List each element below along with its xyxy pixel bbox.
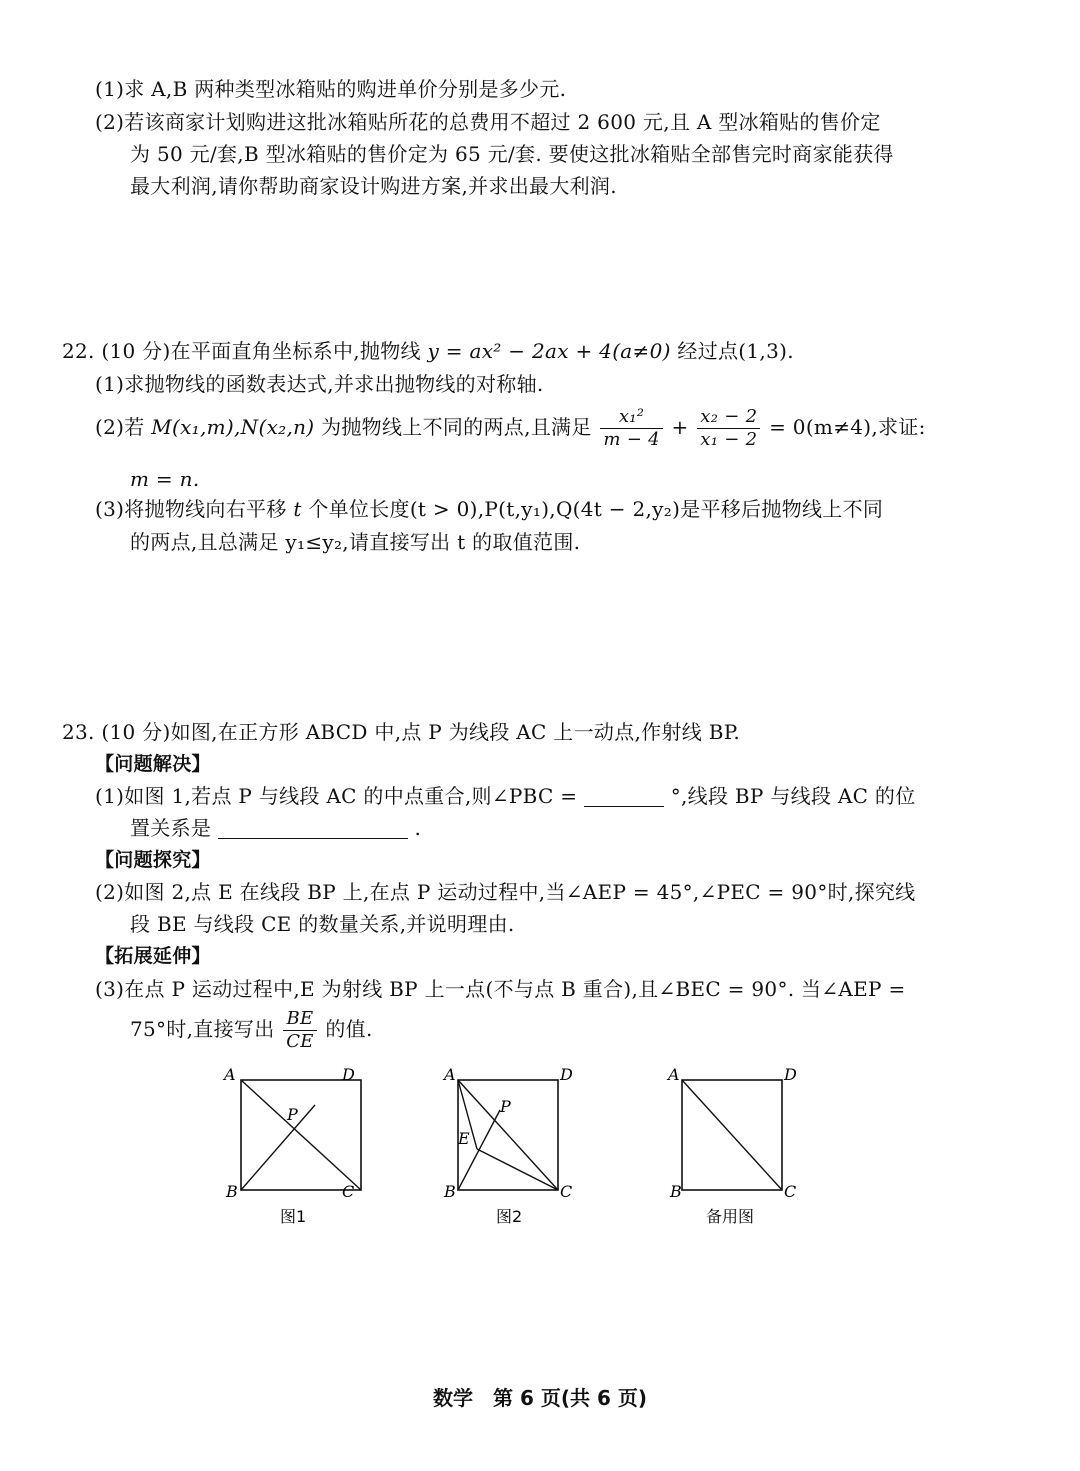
fig1-label-b: B [226, 1182, 238, 1201]
figure-1-svg [220, 1060, 380, 1235]
q23-part1-text-b: °,线段 BP 与线段 AC 的位 [670, 784, 916, 808]
q22-part2-line2: m = n. [130, 467, 200, 491]
q22-part3-line1 [95, 495, 883, 523]
q23-part1-text-a: (1)如图 1,若点 P 与线段 AC 的中点重合,则∠PBC = [95, 784, 578, 808]
figure-spare [662, 1060, 822, 1235]
fig1-label-a: A [224, 1065, 236, 1084]
fig1-ray-bp [241, 1105, 315, 1190]
q22-fraction-2-numerator: x₂ − 2 [697, 406, 760, 429]
fig3-label-d: D [784, 1065, 797, 1084]
q21-part2-line3: 最大利润,请你帮助商家设计购进方案,并求出最大利润. [130, 174, 617, 198]
q22-part2-points: M(x₁,m),N(x₂,n) [151, 415, 315, 439]
q22-fraction-1 [600, 406, 663, 451]
figure-2 [438, 1060, 598, 1235]
q23-heading-exploration: 【问题探究】 [95, 849, 211, 871]
q21-part2-line1: (2)若该商家计划购进这批冰箱贴所花的总费用不超过 2 600 元,且 A 型冰箱贴的售价定 [95, 110, 881, 134]
q22-fraction-1-denominator: m − 4 [603, 429, 660, 450]
fig2-label-a: A [444, 1065, 456, 1084]
q22-fraction-2 [697, 406, 760, 451]
page-footer: 数学 第 6 页(共 6 页) [433, 1386, 647, 1410]
figure-spare-svg [662, 1060, 822, 1235]
q22-part3-t: t [293, 497, 302, 521]
q22-fraction-2-denominator: x₁ − 2 [700, 429, 758, 450]
q22-stem [62, 337, 794, 365]
q23-part3-text-b: 的值. [325, 1017, 373, 1041]
q22-fraction-1-numerator: x₁² [600, 406, 663, 429]
q22-part3-prefix: (3)将抛物线向右平移 [95, 497, 287, 521]
q22-part2-prefix: (2)若 [95, 415, 145, 439]
q23-ratio-denominator: CE [286, 1031, 314, 1052]
q22-part3-rest: 个单位长度(t > 0),P(t,y₁),Q(4t − 2,y₂)是平移后抛物线上不同 [308, 497, 884, 521]
q22-part2-end: = 0(m≠4),求证: [769, 415, 926, 439]
q23-stem: 23. (10 分)如图,在正方形 ABCD 中,点 P 为线段 AC 上一动点,作射线 BP. [62, 720, 741, 744]
fig1-label-c: C [342, 1182, 355, 1201]
fig2-label-e: E [458, 1129, 470, 1148]
q23-answer-blank-relation[interactable] [218, 818, 408, 839]
q23-part1-text-c: 置关系是 [130, 816, 212, 840]
fig3-caption: 备用图 [706, 1207, 755, 1226]
q23-heading-problem-solving: 【问题解决】 [95, 753, 211, 775]
fig2-label-d: D [560, 1065, 573, 1084]
q23-heading-extension: 【拓展延伸】 [95, 945, 211, 967]
fig2-label-c: C [560, 1182, 573, 1201]
q23-part3-text-a: 75°时,直接写出 [130, 1017, 275, 1041]
q22-parabola-formula: y = ax² − 2ax + 4(a≠0) [427, 339, 671, 363]
q21-part1: (1)求 A,B 两种类型冰箱贴的购进单价分别是多少元. [95, 77, 567, 101]
fig3-label-a: A [668, 1065, 680, 1084]
fig2-segment-ec [477, 1149, 558, 1190]
q23-part2-line2: 段 BE 与线段 CE 的数量关系,并说明理由. [130, 912, 515, 936]
q23-ratio-fraction [283, 1008, 317, 1053]
fig3-label-c: C [784, 1182, 797, 1201]
fig1-label-p: P [287, 1105, 298, 1124]
fig1-caption: 图1 [280, 1207, 307, 1226]
q21-part2-line2: 为 50 元/套,B 型冰箱贴的售价定为 65 元/套. 要使这批冰箱贴全部售完时商家能获得 [130, 142, 894, 166]
fig1-diagonal-ac [241, 1080, 361, 1190]
fig2-label-b: B [444, 1182, 456, 1201]
q23-answer-blank-angle[interactable] [584, 786, 664, 807]
fig1-label-d: D [342, 1065, 355, 1084]
q22-stem-suffix: 经过点(1,3). [677, 339, 794, 363]
q22-part3-line2: 的两点,且总满足 y₁≤y₂,请直接写出 t 的取值范围. [130, 530, 581, 554]
q22-part2-middle: 为抛物线上不同的两点,且满足 [321, 415, 592, 439]
q22-plus-sign: + [671, 415, 689, 439]
q23-part1-line1 [95, 782, 916, 810]
q23-part1-line2 [130, 814, 421, 842]
q23-part1-period: . [414, 816, 422, 840]
figure-2-svg [438, 1060, 598, 1235]
q23-ratio-numerator: BE [283, 1008, 317, 1031]
q22-part2-line1 [95, 402, 926, 452]
figure-1 [220, 1060, 380, 1235]
fig2-caption: 图2 [496, 1207, 523, 1226]
q23-part2-line1: (2)如图 2,点 E 在线段 BP 上,在点 P 运动过程中,当∠AEP = 45°,∠PEC = 90°时,探究线 [95, 880, 916, 904]
q22-part1: (1)求抛物线的函数表达式,并求出抛物线的对称轴. [95, 372, 544, 396]
q23-part3-line1: (3)在点 P 运动过程中,E 为射线 BP 上一点(不与点 B 重合),且∠BEC = 90°. 当∠AEP = [95, 977, 906, 1001]
fig2-label-p: P [500, 1097, 511, 1116]
q23-part3-line2 [130, 1004, 373, 1054]
fig3-label-b: B [670, 1182, 682, 1201]
q22-stem-prefix: 22. (10 分)在平面直角坐标系中,抛物线 [62, 339, 421, 363]
fig3-diagonal-ac [682, 1080, 782, 1190]
